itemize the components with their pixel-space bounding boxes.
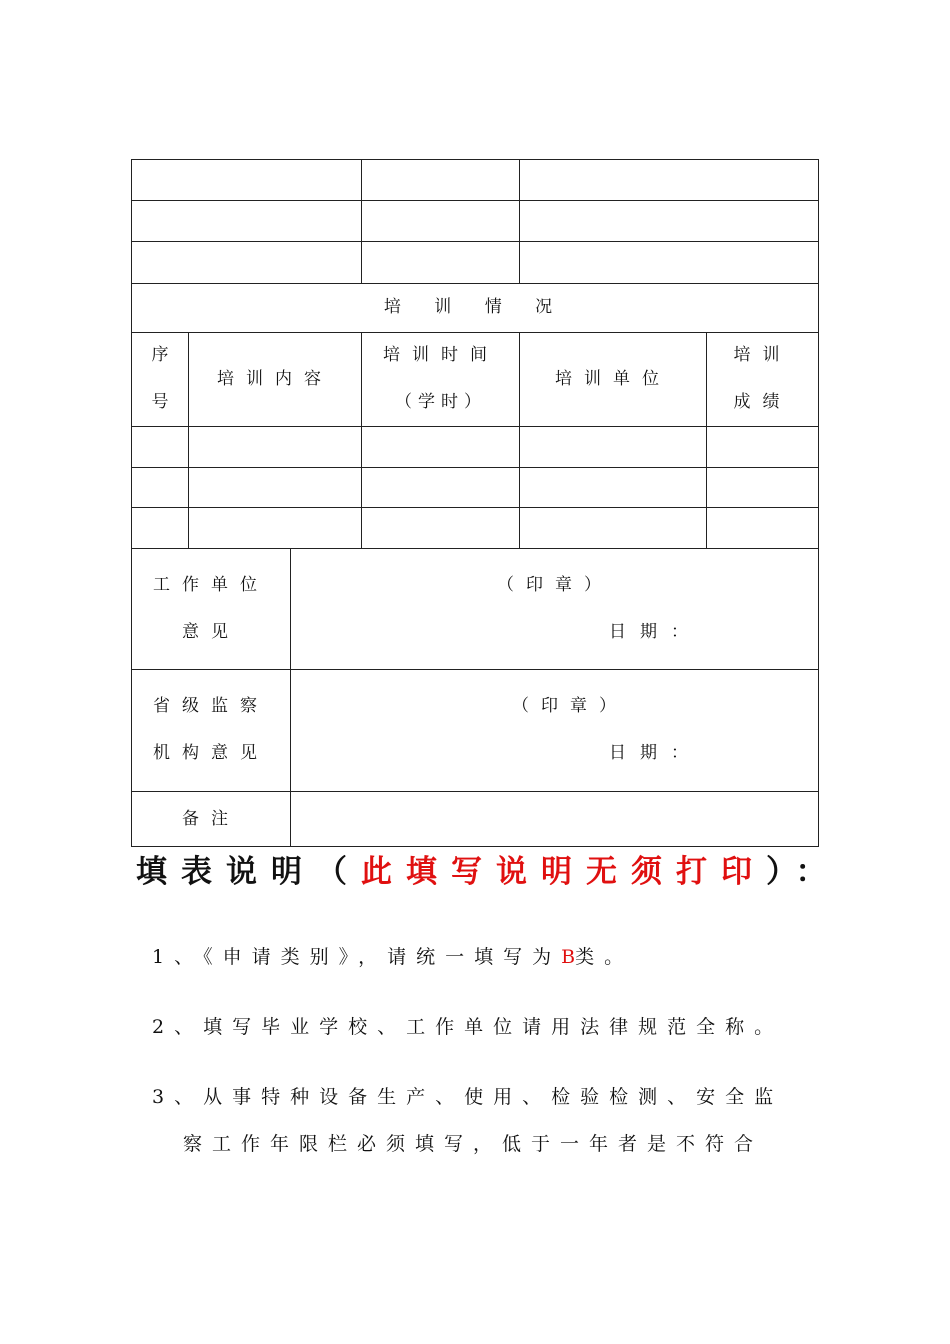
row-divider (131, 200, 819, 201)
instruction-item-3-line1: 3、从事特种设备生产、使用、检验检测、安全监 (152, 1086, 784, 1108)
row-divider (131, 548, 819, 549)
instruction-item-3-line2: 察工作年限栏必须填写，低于一年者是不符合 (183, 1133, 764, 1155)
provincial-opinion-label-line1: 省级监察 (153, 696, 269, 716)
row-divider (131, 283, 819, 284)
instructions-title-suffix: ）： (766, 854, 841, 890)
header-training-content: 培训内容 (217, 369, 333, 389)
remarks-label: 备注 (182, 809, 240, 829)
header-training-unit: 培训单位 (555, 369, 671, 389)
header-training-time-line2: （学时） (395, 392, 487, 412)
header-training-time-line1: 培训时间 (383, 345, 499, 365)
header-seq-line1: 序 (151, 345, 169, 365)
instructions-title-red: 此填写说明无须打印 (361, 854, 766, 890)
table-border-top (131, 159, 819, 160)
row-divider (131, 507, 819, 508)
instructions-title (136, 850, 841, 894)
row-divider (131, 791, 819, 792)
instruction-item-2: 2、填写毕业学校、工作单位请用法律规范全称。 (152, 1016, 784, 1038)
col-divider (519, 159, 520, 283)
work-unit-opinion-label-line2: 意见 (182, 622, 240, 642)
row-divider (131, 241, 819, 242)
work-unit-date-label: 日期： (609, 622, 702, 642)
instruction-item-1-prefix: 1、《申请类别》，请统一填写为 (152, 946, 562, 968)
instructions-title-prefix: 填表说明（ (136, 854, 361, 890)
instruction-item-1-red: B (561, 946, 576, 968)
provincial-opinion-label-line2: 机构意见 (153, 743, 269, 763)
work-unit-opinion-label-line1: 工作单位 (153, 575, 269, 595)
application-form-table (131, 159, 819, 847)
header-training-score-line1: 培训 (733, 345, 792, 365)
provincial-date-label: 日期： (609, 743, 702, 763)
table-border-bottom (131, 846, 819, 847)
header-seq-line2: 号 (151, 392, 169, 412)
instruction-item-1 (152, 944, 633, 970)
work-unit-stamp-text: （印章） (497, 575, 613, 595)
provincial-stamp-text: （印章） (512, 696, 628, 716)
row-divider (131, 669, 819, 670)
col-divider (361, 159, 362, 283)
header-training-score-line2: 成绩 (733, 392, 792, 412)
instruction-item-1-suffix: 类。 (575, 946, 634, 968)
row-divider (131, 332, 819, 333)
table-border-right (818, 159, 819, 847)
row-divider (131, 426, 819, 427)
training-section-title: 培 训 情 况 (383, 297, 567, 317)
row-divider (131, 467, 819, 468)
